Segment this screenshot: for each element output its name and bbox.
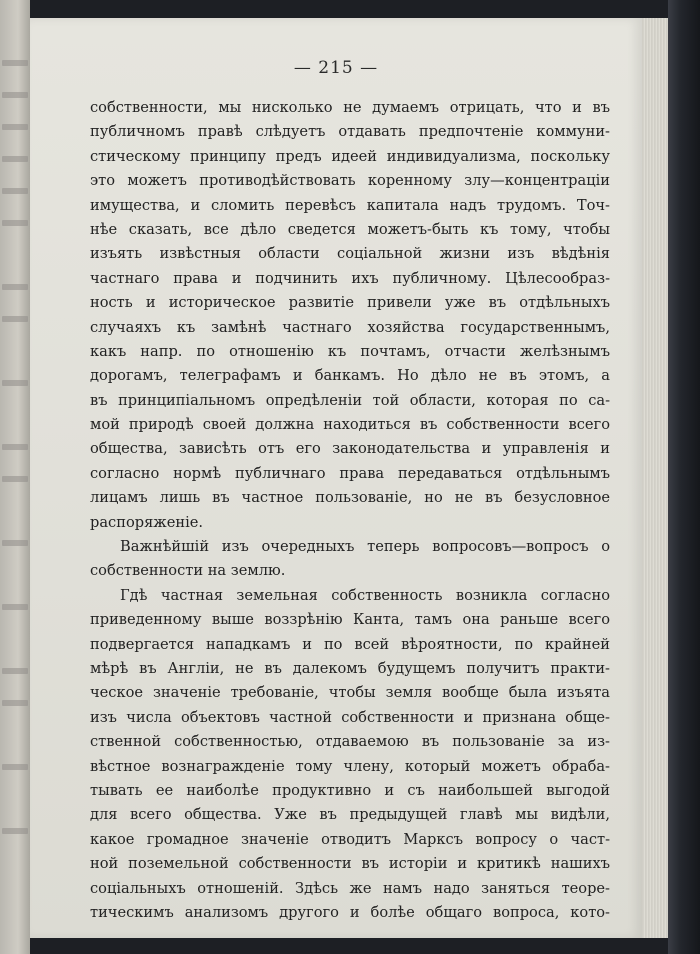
text-line: тическимъ анализомъ другого и болѣе общаго вопроса, кото- (90, 903, 610, 921)
text-line: общества, зависѣть отъ его законодательства и управленія и (90, 440, 610, 458)
previous-page-edge (0, 0, 30, 954)
text-line: ность и историческое развитіе привели уже въ отдѣльныхъ (90, 294, 610, 312)
body-text (90, 96, 610, 925)
text-line: нѣе сказать, все дѣло сведется можетъ-быть къ тому, чтобы (90, 220, 610, 238)
text-line: Гдѣ частная земельная собственность возникла согласно (120, 586, 610, 604)
text-line: публичномъ правѣ слѣдуетъ отдавать предпочтеніе коммуни- (90, 123, 610, 141)
text-line: это можетъ противодѣйствовать коренному злу—концентраціи (90, 172, 610, 190)
text-line: распоряженіе. (90, 513, 204, 531)
book-cover (668, 0, 700, 954)
text-line: имущества, и сломить перевѣсъ капитала надъ трудомъ. Точ- (90, 196, 610, 214)
text-line: случаяхъ къ замѣнѣ частнаго хозяйства государственнымъ, (90, 318, 610, 336)
text-line: въ принципіальномъ опредѣленіи той области, которая по са- (90, 391, 610, 409)
book-page (30, 18, 642, 938)
text-line: изъять извѣстныя области соціальной жизни изъ вѣдѣнія (90, 245, 610, 263)
text-line: тывать ее наиболѣе продуктивно и съ наибольшей выгодой (90, 781, 610, 799)
text-line: Важнѣйшій изъ очередныхъ теперь вопросовъ—вопросъ о (120, 538, 610, 556)
text-line: дорогамъ, телеграфамъ и банкамъ. Но дѣло не въ этомъ, а (90, 367, 610, 385)
text-line: согласно нормѣ публичнаго права передаваться отдѣльнымъ (90, 464, 610, 482)
text-line: мѣрѣ въ Англіи, не въ далекомъ будущемъ получитъ практи- (90, 659, 610, 677)
text-line: стическому принципу предъ идеей индивидуализма, поскольку (90, 147, 610, 165)
text-line: собственности, мы нисколько не думаемъ отрицать, что и въ (90, 99, 610, 116)
page-number: — 215 — (293, 58, 379, 78)
text-line: лицамъ лишь въ частное пользованіе, но не въ безусловное (90, 489, 610, 507)
page-stack-edge (640, 18, 668, 938)
text-line: приведенному выше воззрѣнію Канта, тамъ она раньше всего (90, 611, 610, 629)
text-line: для всего общества. Уже въ предыдущей главѣ мы видѣли, (90, 806, 610, 824)
text-line: мой природѣ своей должна находиться въ собственности всего (90, 416, 610, 434)
text-line: ственной собственностью, отдаваемою въ пользованіе за из- (90, 733, 610, 751)
text-line: частнаго права и подчинить ихъ публичному. Цѣлесообраз- (90, 269, 610, 287)
text-line: ческое значеніе требованіе, чтобы земля вообще была изъята (90, 684, 610, 702)
text-line: подвергается нападкамъ и по всей вѣроятности, по крайней (90, 635, 610, 653)
text-line: изъ числа объектовъ частной собственности и признана обще- (90, 708, 610, 726)
text-line: какъ напр. по отношенію къ почтамъ, отчасти желѣзнымъ (90, 342, 610, 360)
text-line: какое громадное значеніе отводитъ Марксъ вопросу о част- (90, 830, 610, 848)
text-line: вѣстное вознагражденіе тому члену, который можетъ обраба- (90, 757, 610, 775)
text-line: соціальныхъ отношеній. Здѣсь же намъ надо заняться теоре- (90, 879, 610, 897)
text-line: ной поземельной собственности въ исторіи и критикѣ нашихъ (90, 855, 610, 873)
text-line: собственности на землю. (90, 562, 286, 580)
